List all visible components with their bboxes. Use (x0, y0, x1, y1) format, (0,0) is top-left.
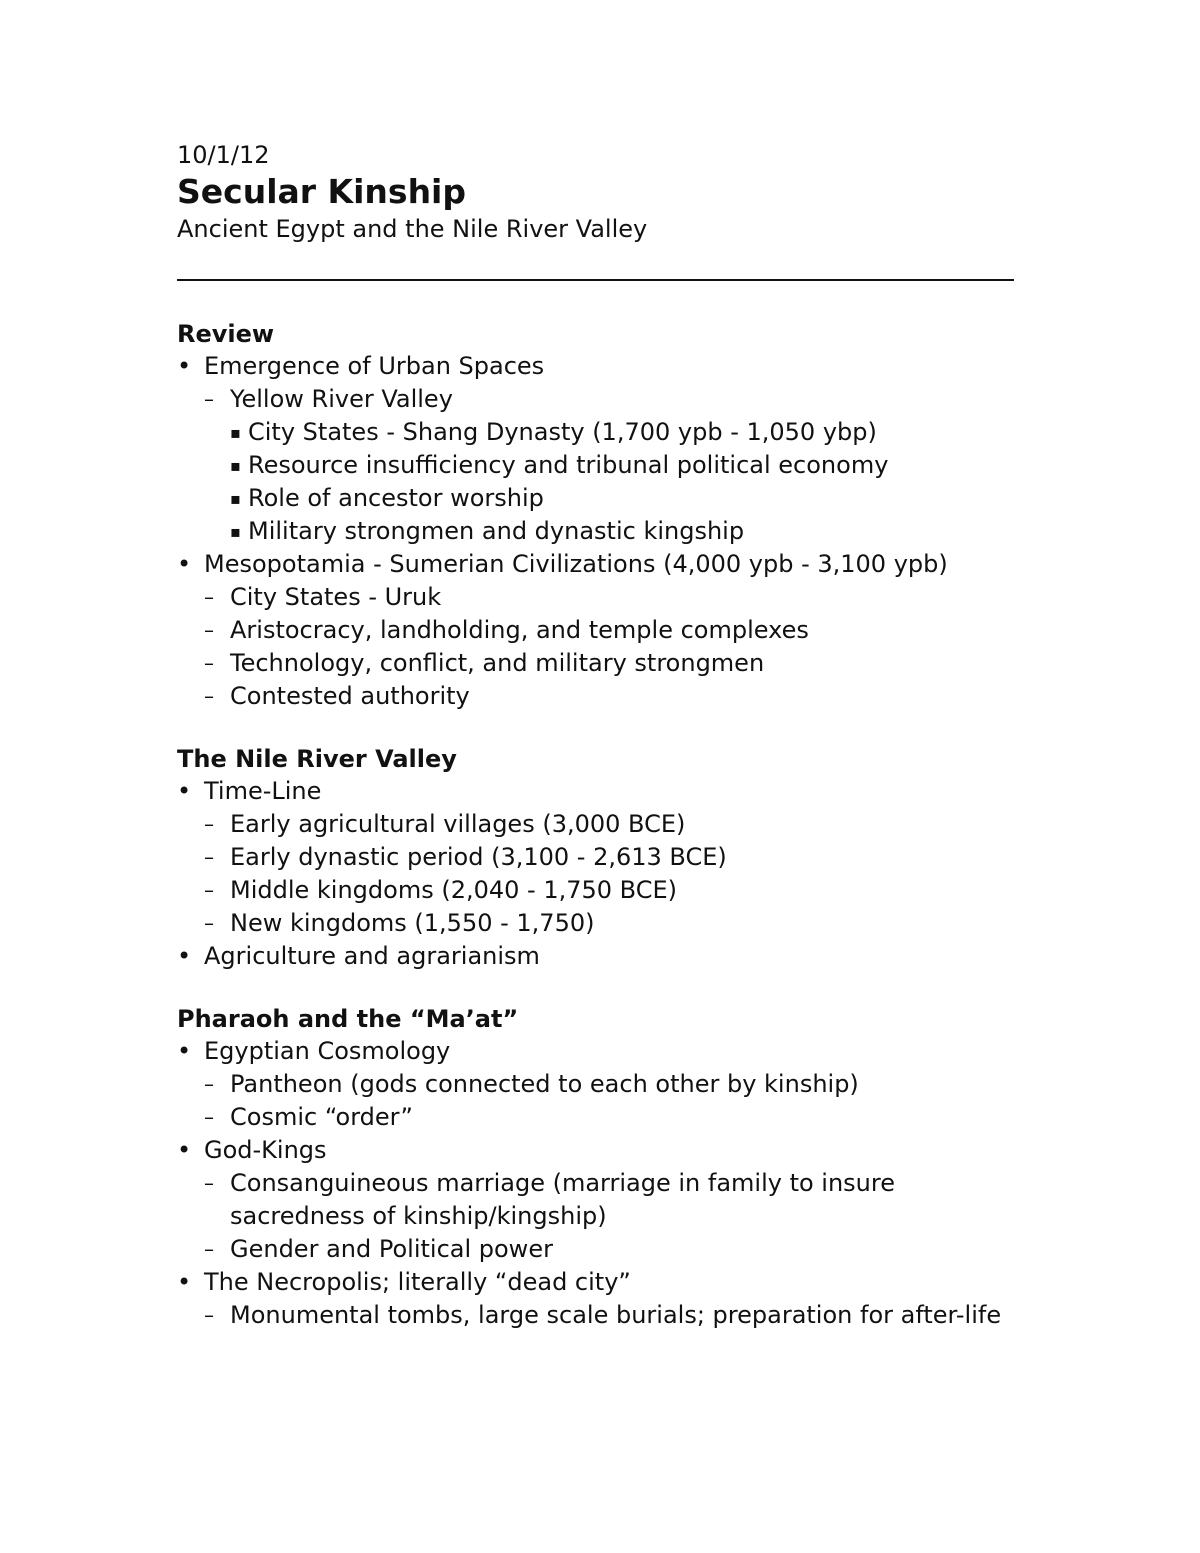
list-item (177, 775, 1017, 940)
bullet-icon: • (177, 1037, 192, 1065)
section-heading: Review (177, 320, 275, 348)
sub-sub-list-item (230, 449, 1017, 482)
sub-list-item-text: Aristocracy, landholding, and temple complexes (230, 616, 809, 644)
sub-list-item (204, 808, 1017, 841)
bullet-icon: • (177, 352, 192, 380)
sub-list-item-text: Contested authority (230, 682, 470, 710)
sub-list-item (204, 581, 1017, 614)
dash-icon: – (204, 387, 214, 411)
bullet-icon: • (177, 550, 192, 578)
square-bullet-icon: ▪ (230, 489, 241, 508)
sub-sub-list-item-text: Role of ancestor worship (248, 484, 544, 512)
sub-sub-list-item (230, 482, 1017, 515)
sub-list-item (204, 1167, 1017, 1233)
list-item-text: Egyptian Cosmology (204, 1037, 451, 1065)
sub-list (204, 808, 1017, 940)
list-item-text: Agriculture and agrarianism (204, 942, 540, 970)
horizontal-rule (177, 279, 1014, 281)
dash-icon: – (204, 618, 214, 642)
sub-list-item-text: Cosmic “order” (230, 1103, 413, 1131)
dash-icon: – (204, 651, 214, 675)
dash-icon: – (204, 1072, 214, 1096)
sub-sub-list (230, 416, 1017, 548)
dash-icon: – (204, 845, 214, 869)
list-item-text: God-Kings (204, 1136, 327, 1164)
dash-icon: – (204, 585, 214, 609)
document-subtitle: Ancient Egypt and the Nile River Valley (177, 215, 648, 243)
document-date: 10/1/12 (177, 141, 270, 169)
sub-list-item (204, 1233, 1017, 1266)
list-item-text: Time-Line (204, 777, 322, 805)
sub-sub-list-item-text: Resource insufficiency and tribunal political economy (248, 451, 889, 479)
sub-list-item (204, 874, 1017, 907)
sub-list-item (204, 614, 1017, 647)
sub-list-item-text: Early agricultural villages (3,000 BCE) (230, 810, 686, 838)
section-nile-river-valley (177, 743, 1017, 973)
square-bullet-icon: ▪ (230, 423, 241, 442)
sub-list (204, 1167, 1017, 1266)
sub-list-item (204, 647, 1017, 680)
sub-sub-list-item-text: City States - Shang Dynasty (1,700 ypb - 1,050 ybp) (248, 418, 877, 446)
bullet-icon: • (177, 1136, 192, 1164)
dash-icon: – (204, 878, 214, 902)
sub-sub-list-item-text: Military strongmen and dynastic kingship (248, 517, 745, 545)
sub-list-item-text: Middle kingdoms (2,040 - 1,750 BCE) (230, 876, 677, 904)
list-item (177, 1266, 1017, 1332)
section-pharaoh-maat (177, 1003, 1017, 1332)
bullet-icon: • (177, 777, 192, 805)
section-heading: Pharaoh and the “Ma’at” (177, 1005, 519, 1033)
dash-icon: – (204, 812, 214, 836)
dash-icon: – (204, 1171, 214, 1195)
list-item (177, 940, 1017, 973)
square-bullet-icon: ▪ (230, 522, 241, 541)
sub-list (204, 581, 1017, 713)
dash-icon: – (204, 1303, 214, 1327)
dash-icon: – (204, 911, 214, 935)
sub-list-item-text: Early dynastic period (3,100 - 2,613 BCE) (230, 843, 727, 871)
bullet-list (177, 1035, 1017, 1332)
bullet-list (177, 350, 1017, 713)
sub-list-item-text: Pantheon (gods connected to each other by kinship) (230, 1070, 859, 1098)
sub-list-item-text: Technology, conflict, and military strongmen (230, 649, 765, 677)
section-heading: The Nile River Valley (177, 745, 457, 773)
sub-list-item-text: City States - Uruk (230, 583, 442, 611)
list-item-text: Emergence of Urban Spaces (204, 352, 545, 380)
document-title: Secular Kinship (177, 172, 466, 211)
sub-list-item (204, 907, 1017, 940)
square-bullet-icon: ▪ (230, 456, 241, 475)
sub-list-item-text: New kingdoms (1,550 - 1,750) (230, 909, 595, 937)
sub-sub-list-item (230, 515, 1017, 548)
list-item (177, 548, 1017, 713)
sub-list-item (204, 1068, 1017, 1101)
dash-icon: – (204, 1237, 214, 1261)
list-item-text: The Necropolis; literally “dead city” (204, 1268, 631, 1296)
bullet-icon: • (177, 1268, 192, 1296)
document-page (177, 138, 1017, 1362)
sub-list-item-text: Monumental tombs, large scale burials; preparation for after-life (230, 1301, 1002, 1329)
sub-list (204, 1299, 1017, 1332)
sub-list (204, 1068, 1017, 1134)
sub-list-item (204, 1299, 1017, 1332)
bullet-icon: • (177, 942, 192, 970)
sub-list-item-text: Consanguineous marriage (marriage in family to insure sacredness of kinship/kingship) (230, 1169, 895, 1230)
sub-list-item (204, 680, 1017, 713)
list-item (177, 1134, 1017, 1266)
sub-list-item (204, 1101, 1017, 1134)
sub-list-item-text: Gender and Political power (230, 1235, 553, 1263)
dash-icon: – (204, 684, 214, 708)
sub-list-item (204, 383, 1017, 548)
bullet-list (177, 775, 1017, 973)
list-item (177, 1035, 1017, 1134)
sub-sub-list-item (230, 416, 1017, 449)
dash-icon: – (204, 1105, 214, 1129)
sub-list (204, 383, 1017, 548)
sub-list-item-text: Yellow River Valley (230, 385, 453, 413)
list-item (177, 350, 1017, 548)
section-review (177, 318, 1017, 713)
list-item-text: Mesopotamia - Sumerian Civilizations (4,000 ypb - 3,100 ypb) (204, 550, 948, 578)
sub-list-item (204, 841, 1017, 874)
